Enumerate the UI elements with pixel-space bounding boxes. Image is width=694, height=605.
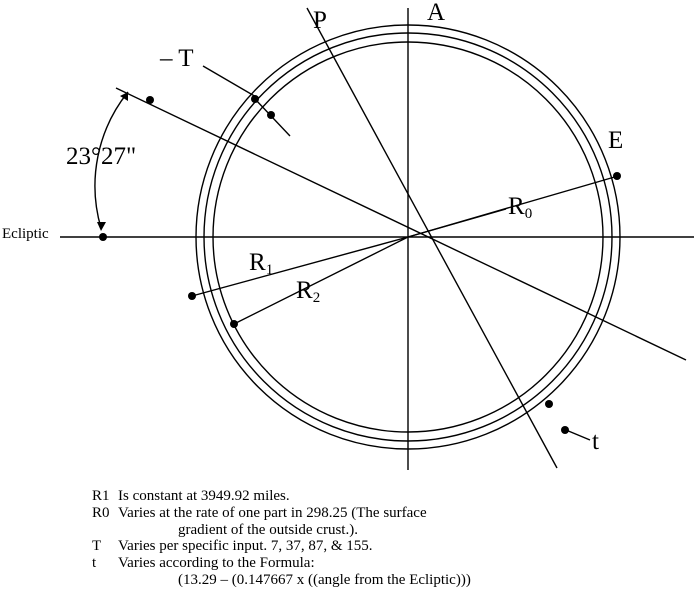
label-axis-p: P [313,7,327,34]
point-marker-t-upper [545,400,553,408]
label-T: – T [160,45,194,72]
point-marker-T-shell [251,95,259,103]
label-R0-letter: R [508,193,525,220]
label-R2 [296,278,320,306]
legend-block [92,488,692,589]
label-R2-letter: R [296,277,313,304]
point-marker-R2 [230,320,238,328]
label-t: t [592,428,599,455]
legend-key: R0 [92,504,110,521]
label-R2-subscript: 2 [312,290,321,306]
point-marker-T-outer [146,96,154,104]
point-marker-t-lower [561,426,569,434]
tilt-angle-arrow-top [120,92,128,101]
legend-key: t [92,555,97,572]
legend-row [92,488,692,505]
legend-row [92,522,692,539]
legend-text: Is constant at 3949.92 miles. [118,488,290,504]
tilted-equator-line [116,88,686,360]
legend-text: Varies at the rate of one part in 298.25 (The surface [118,504,427,521]
point-marker-T-inner [267,111,275,119]
label-E: E [608,127,624,154]
radius-line-R0 [408,209,506,237]
legend-text: (13.29 – (0.147667 x ((angle from the Ecliptic))) [178,571,471,588]
legend-key: R1 [92,488,110,504]
legend-text: Varies per specific input. 7, 37, 87, & 155. [118,538,373,555]
tilt-angle-arrow-bottom [97,222,106,231]
label-R1-subscript: 1 [265,262,274,278]
point-marker-ecliptic [99,233,107,241]
legend-text: Varies according to the Formula: [118,555,315,572]
legend-row [92,538,692,555]
label-R0 [508,194,532,222]
label-axis-a: A [427,0,446,26]
legend-key: T [92,538,102,555]
legend-row [92,505,692,522]
legend-text: gradient of the outside crust.). [178,521,358,538]
leader-line-T [203,66,258,98]
label-R1 [249,250,273,278]
leader-line-t [566,430,590,440]
point-marker-R1 [188,292,196,300]
point-marker-E [613,172,621,180]
label-ecliptic: Ecliptic [2,226,49,242]
legend-row [92,555,692,572]
label-R1-letter: R [249,249,266,276]
label-R0-subscript: 0 [524,206,533,222]
label-tilt-angle: 23°27" [66,143,137,170]
legend-row [92,572,692,589]
